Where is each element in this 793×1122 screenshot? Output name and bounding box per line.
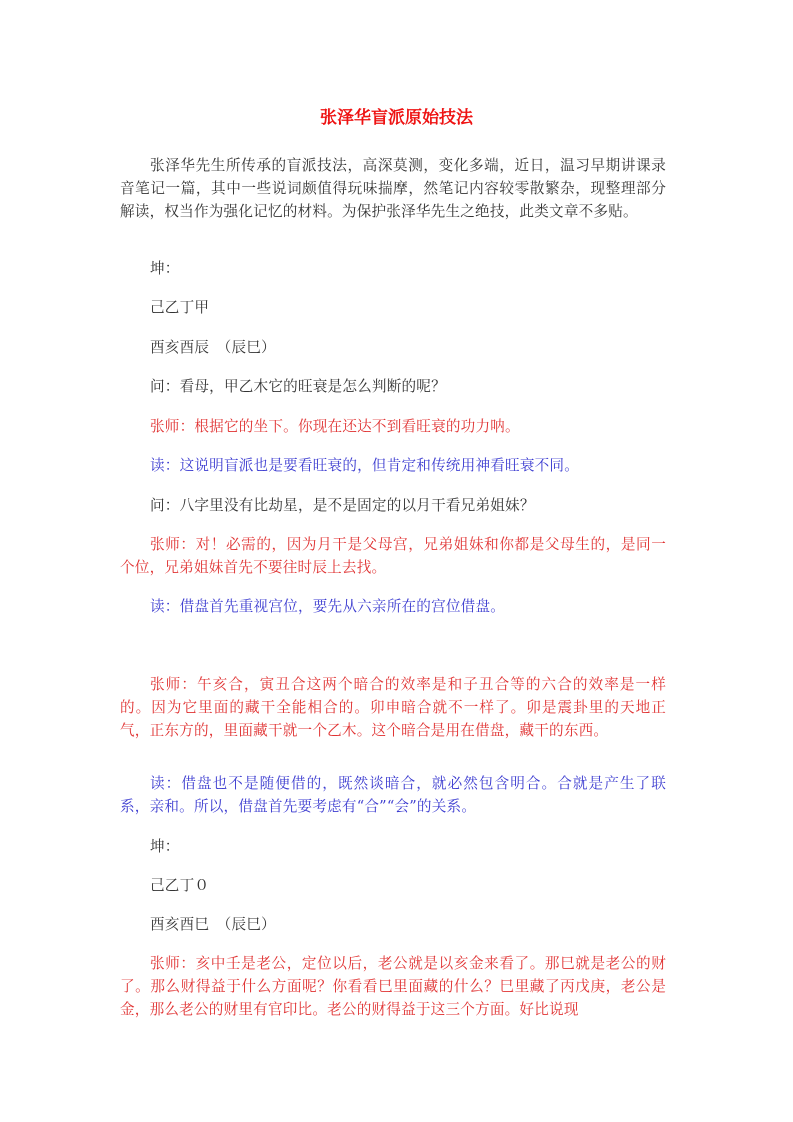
chart-stems: 己乙丁甲 (150, 299, 210, 316)
chart-label-kun: 坤： (150, 838, 180, 855)
reader-comment: 读：借盘也不是随便借的，既然谈暗合，就必然包含明合。合就是产生了联系，亲和。所以，借盘首先要考虑有“合”“会”的关系。 (120, 775, 666, 815)
chart-branches: 酉亥酉辰 （辰巳） (150, 339, 276, 356)
document-title: 张泽华盲派原始技法 (320, 108, 473, 128)
teacher-answer: 张师：根据它的坐下。你现在还达不到看旺衰的功力呐。 (150, 418, 520, 435)
teacher-answer: 张师：亥中壬是老公，定位以后，老公就是以亥金来看了。那巳就是老公的财了。那么财得益于什么方面呢？你看看巳里面藏的什么？巳里藏了丙戊庚，老公是金，那么老公的财里有官印比。老公的财得益于这三个方面。好比说现 (120, 955, 666, 1018)
teacher-answer: 张师：对！必需的，因为月干是父母宫，兄弟姐妹和你都是父母生的，是同一个位，兄弟姐妹首先不要往时辰上去找。 (120, 536, 666, 576)
chart-label-kun: 坤： (150, 260, 180, 277)
question-paragraph: 问：看母，甲乙木它的旺衰是怎么判断的呢？ (150, 378, 446, 395)
chart-stems: 己乙丁０ (150, 877, 210, 894)
chart-branches: 酉亥酉巳 （辰巳） (150, 916, 276, 933)
reader-comment: 读：借盘首先重视宫位，要先从六亲所在的宫位借盘。 (150, 598, 506, 615)
teacher-answer: 张师：午亥合，寅丑合这两个暗合的效率是和子丑合等的六合的效率是一样的。因为它里面的藏干全能相合的。卯申暗合就不一样了。卯是震卦里的天地正气，正东方的，里面藏干就一个乙木。这个暗合是用在借盘，藏干的东西。 (120, 676, 666, 739)
reader-comment: 读：这说明盲派也是要看旺衰的，但肯定和传统用神看旺衰不同。 (150, 457, 580, 474)
question-paragraph: 问：八字里没有比劫星，是不是固定的以月干看兄弟姐妹？ (150, 497, 535, 514)
intro-paragraph: 张泽华先生所传承的盲派技法，高深莫测，变化多端，近日，温习早期讲课录音笔记一篇，其中一些说词颇值得玩味揣摩，然笔记内容较零散繁杂，现整理部分解读，权当作为强化记忆的材料。为保护张泽华先生之绝技，此类文章不多贴。 (120, 157, 666, 220)
